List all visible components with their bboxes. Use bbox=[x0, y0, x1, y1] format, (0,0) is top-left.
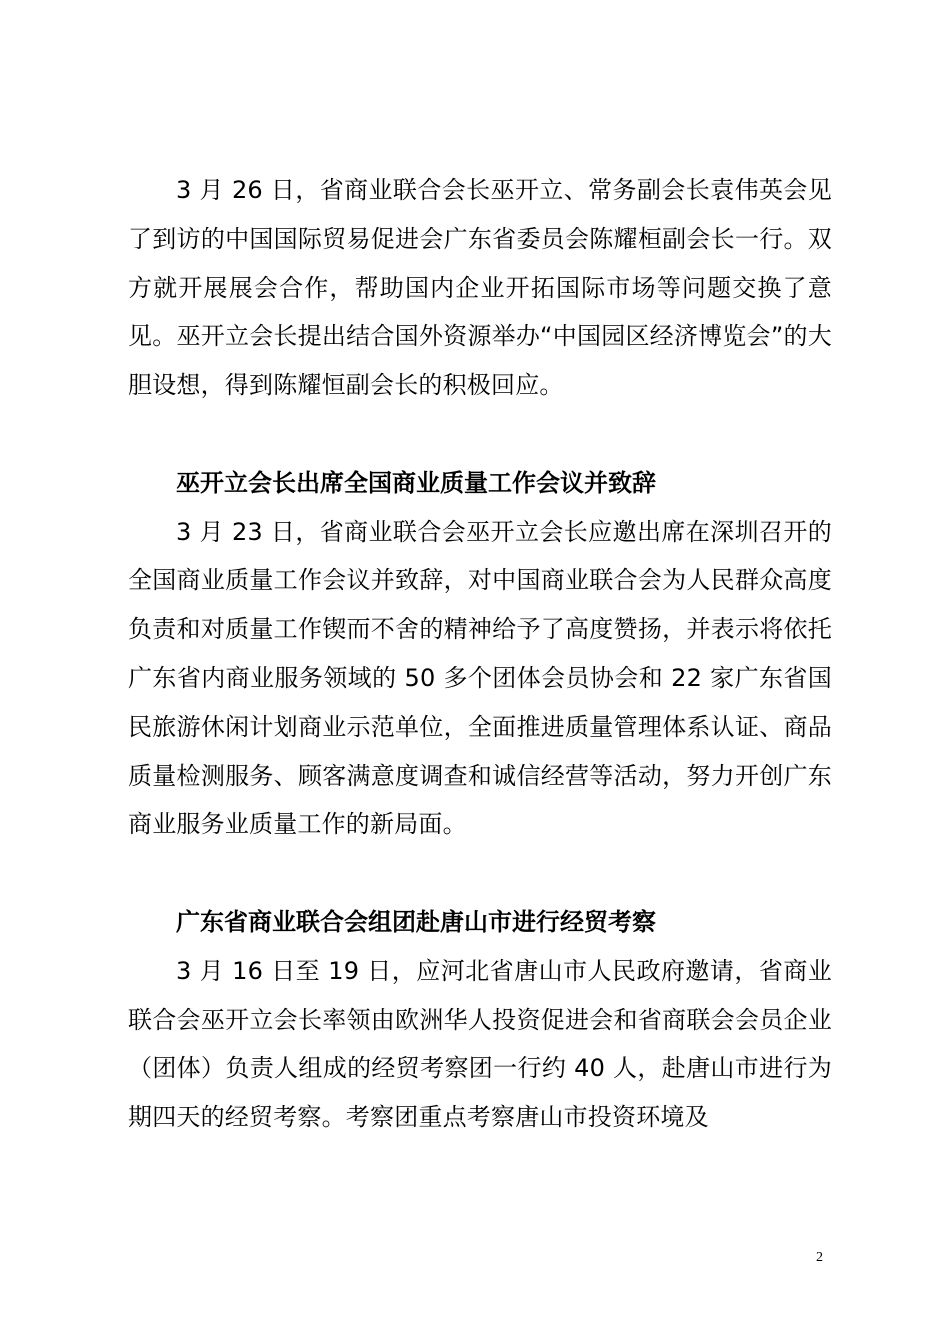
paragraph-meeting-ccpit: 3 月 26 日，省商业联合会长巫开立、常务副会长袁伟英会见了到访的中国国际贸易促进会广东省委员会陈耀桓副会长一行。双方就开展展会合作，帮助国内企业开拓国际市场等问题交换了意见。巫开立会长提出结合国外资源举办“中国园区经济博览会”的大胆设想，得到陈耀恒副会长的积极回应。 bbox=[128, 176, 832, 400]
section-spacer bbox=[128, 849, 832, 898]
document-body bbox=[128, 166, 832, 1142]
section-spacer bbox=[128, 410, 832, 459]
section-heading-quality-conference: 巫开立会长出席全国商业质量工作会议并致辞 bbox=[176, 468, 656, 497]
page-number: 2 bbox=[816, 1250, 823, 1265]
section-heading-tangshan-visit: 广东省商业联合会组团赴唐山市进行经贸考察 bbox=[176, 907, 656, 936]
paragraph-quality-conference: 3 月 23 日，省商业联合会巫开立会长应邀出席在深圳召开的全国商业质量工作会议并致辞，对中国商业联合会为人民群众高度负责和对质量工作锲而不舍的精神给予了高度赞扬，并表示将依托广东省内商业服务领域的 50 多个团体会员协会和 22 家广东省国民旅游休闲计划商业示范单位，全面推进质量管理体系认证、商品质量检测服务、顾客满意度调查和诚信经营等活动，努力开创广东商业服务业质量工作的新局面。 bbox=[128, 517, 832, 839]
paragraph-tangshan-visit: 3 月 16 日至 19 日，应河北省唐山市人民政府邀请，省商业联合会巫开立会长率领由欧洲华人投资促进会和省商联会会员企业（团体）负责人组成的经贸考察团一行约 40 人，赴唐山市进行为期四天的经贸考察。考察团重点考察唐山市投资环境及 bbox=[128, 956, 832, 1132]
